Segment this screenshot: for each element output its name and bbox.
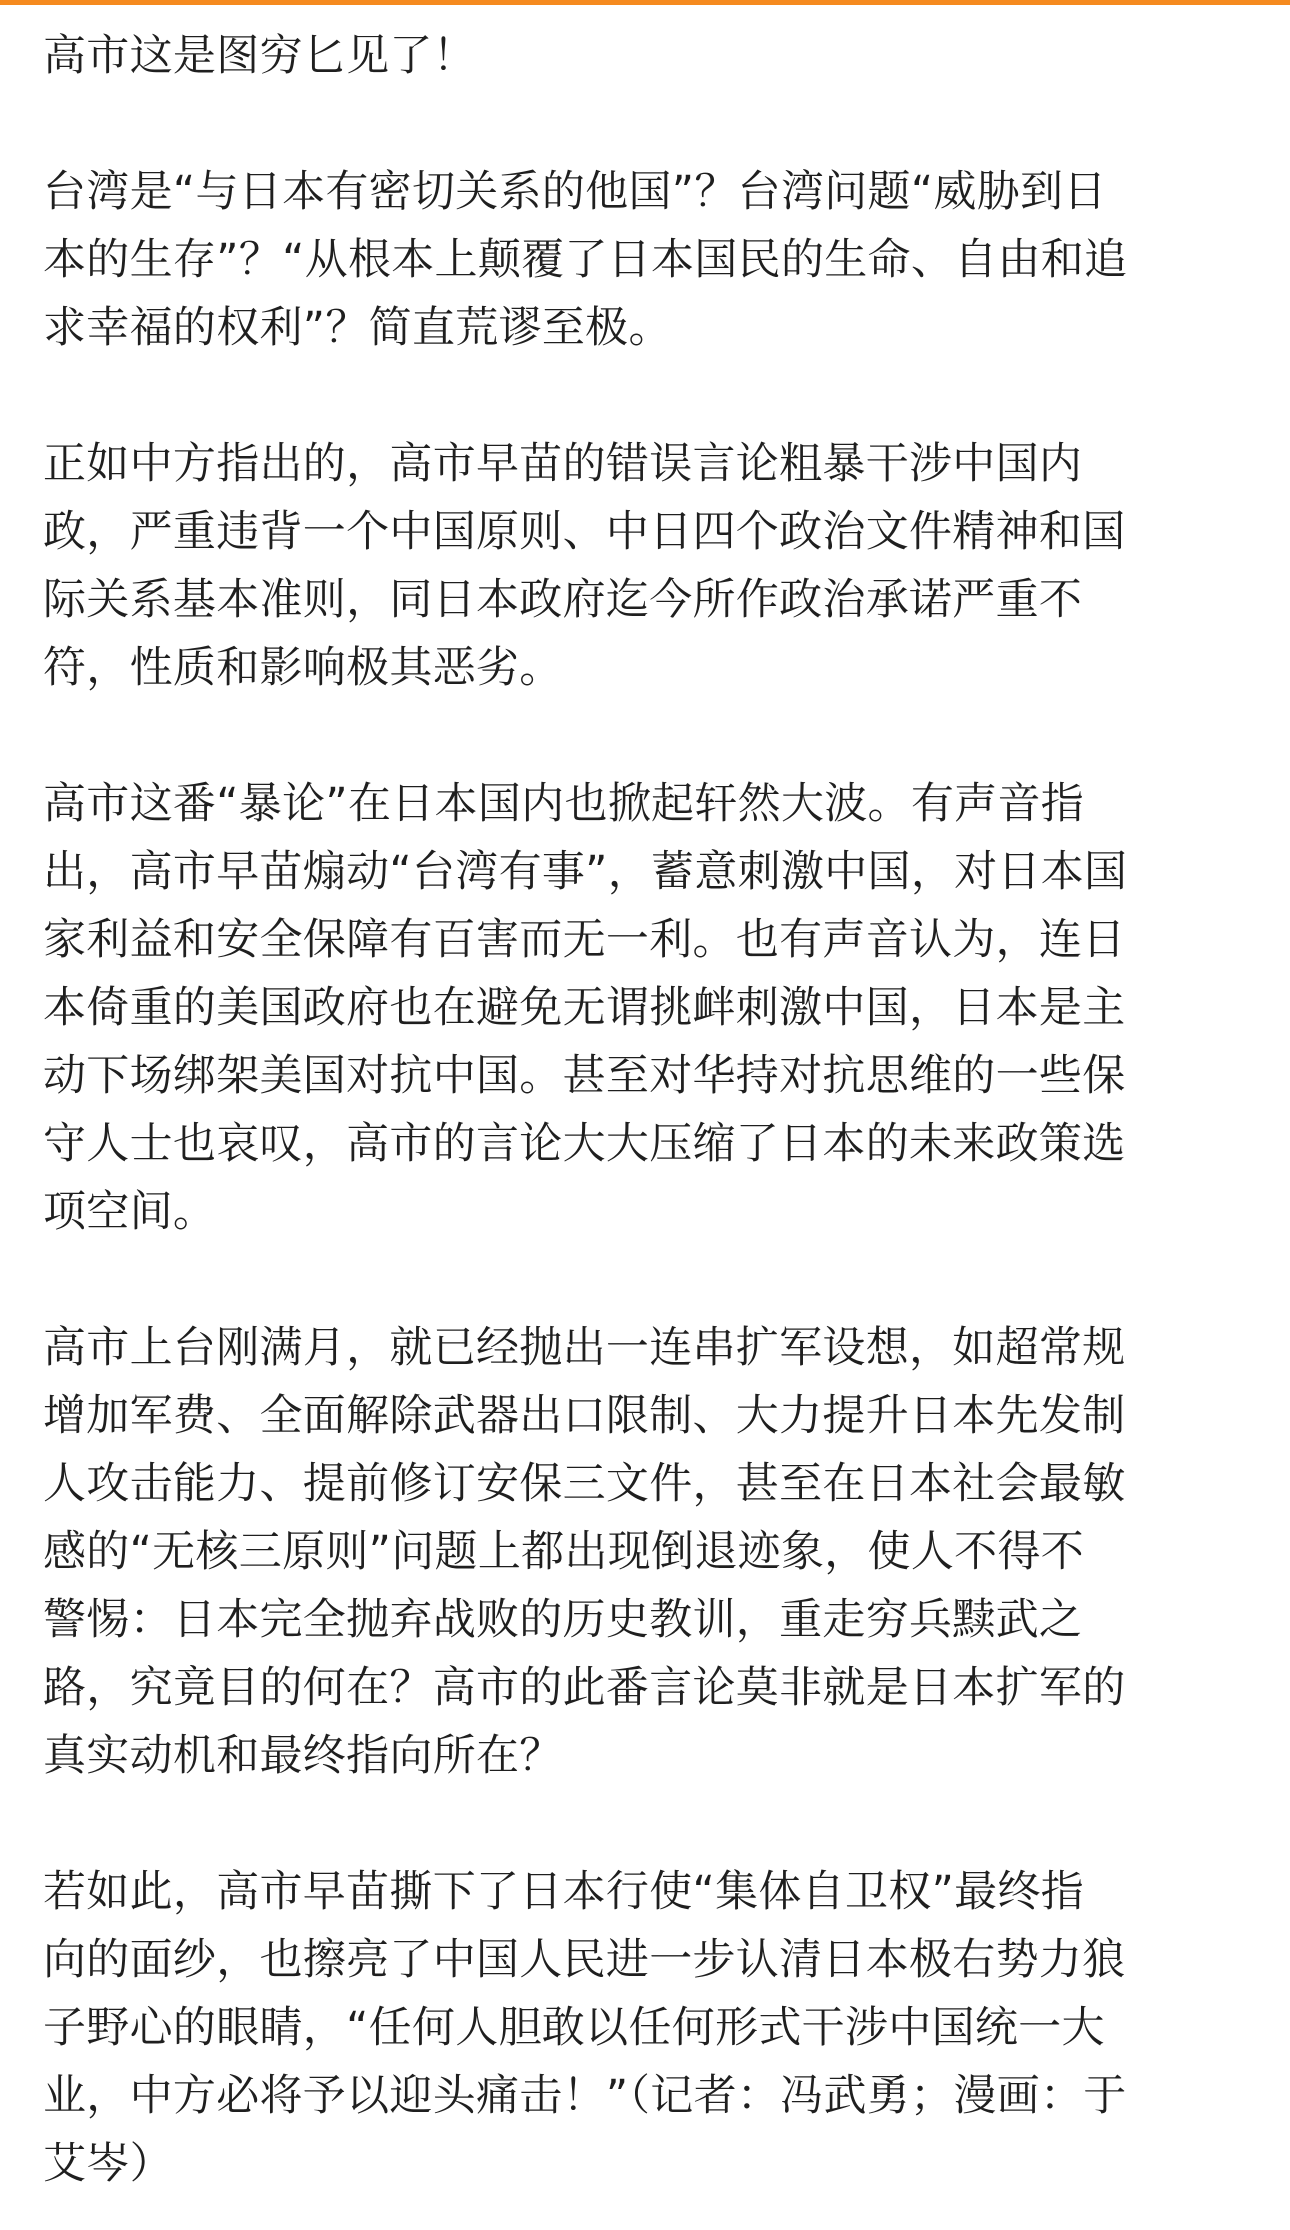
article-paragraph-2: 台湾是“与日本有密切关系的他国”？台湾问题“威胁到日 本的生存”？“从根本上颠覆了日本国民的生命、自由和追 求幸福的权利”？简直荒谬至极。 [43, 167, 1128, 353]
article-paragraph-5: 高市上台刚满月，就已经抛出一连串扩军设想，如超常规 增加军费、全面解除武器出口限制、大力提升日本先发制 人攻击能力、提前修订安保三文件，甚至在日本社会最敏 感的“无核三原则”问题上都出现倒退迹象，使人不得不 警惕：日本完全抛弃战败的历史教训，重走穷兵黩武之 路，究竟目的何在？高市的此番言论莫非就是日本扩军的 真实动机和最终指向所在？ [43, 1323, 1126, 1781]
article-body [43, 22, 1258, 2198]
article-paragraph-6: 若如此，高市早苗撕下了日本行使“集体自卫权”最终指 向的面纱，也擦亮了中国人民进一步认清日本极右势力狼 子野心的眼睛，“任何人胆敢以任何形式干涉中国统一大 业，中方必将予以迎头痛击！”（记者：冯武勇；漫画：于 艾岑） [43, 1867, 1127, 2189]
top-accent-bar [0, 0, 1290, 5]
article-paragraph-1: 高市这是图穷匕见了！ [43, 31, 476, 81]
article-paragraph-4: 高市这番“暴论”在日本国内也掀起轩然大波。有声音指 出，高市早苗煽动“台湾有事”，蓄意刺激中国，对日本国 家利益和安全保障有百害而无一利。也有声音认为，连日 本倚重的美国政府也在避免无谓挑衅刺激中国，日本是主 动下场绑架美国对抗中国。甚至对华持对抗思维的一些保 守人士也哀叹，高市的言论大大压缩了日本的未来政策选 项空间。 [43, 779, 1128, 1237]
article-paragraph-3: 正如中方指出的，高市早苗的错误言论粗暴干涉中国内 政，严重违背一个中国原则、中日四个政治文件精神和国 际关系基本准则，同日本政府迄今所作政治承诺严重不 符，性质和影响极其恶劣。 [43, 439, 1126, 693]
